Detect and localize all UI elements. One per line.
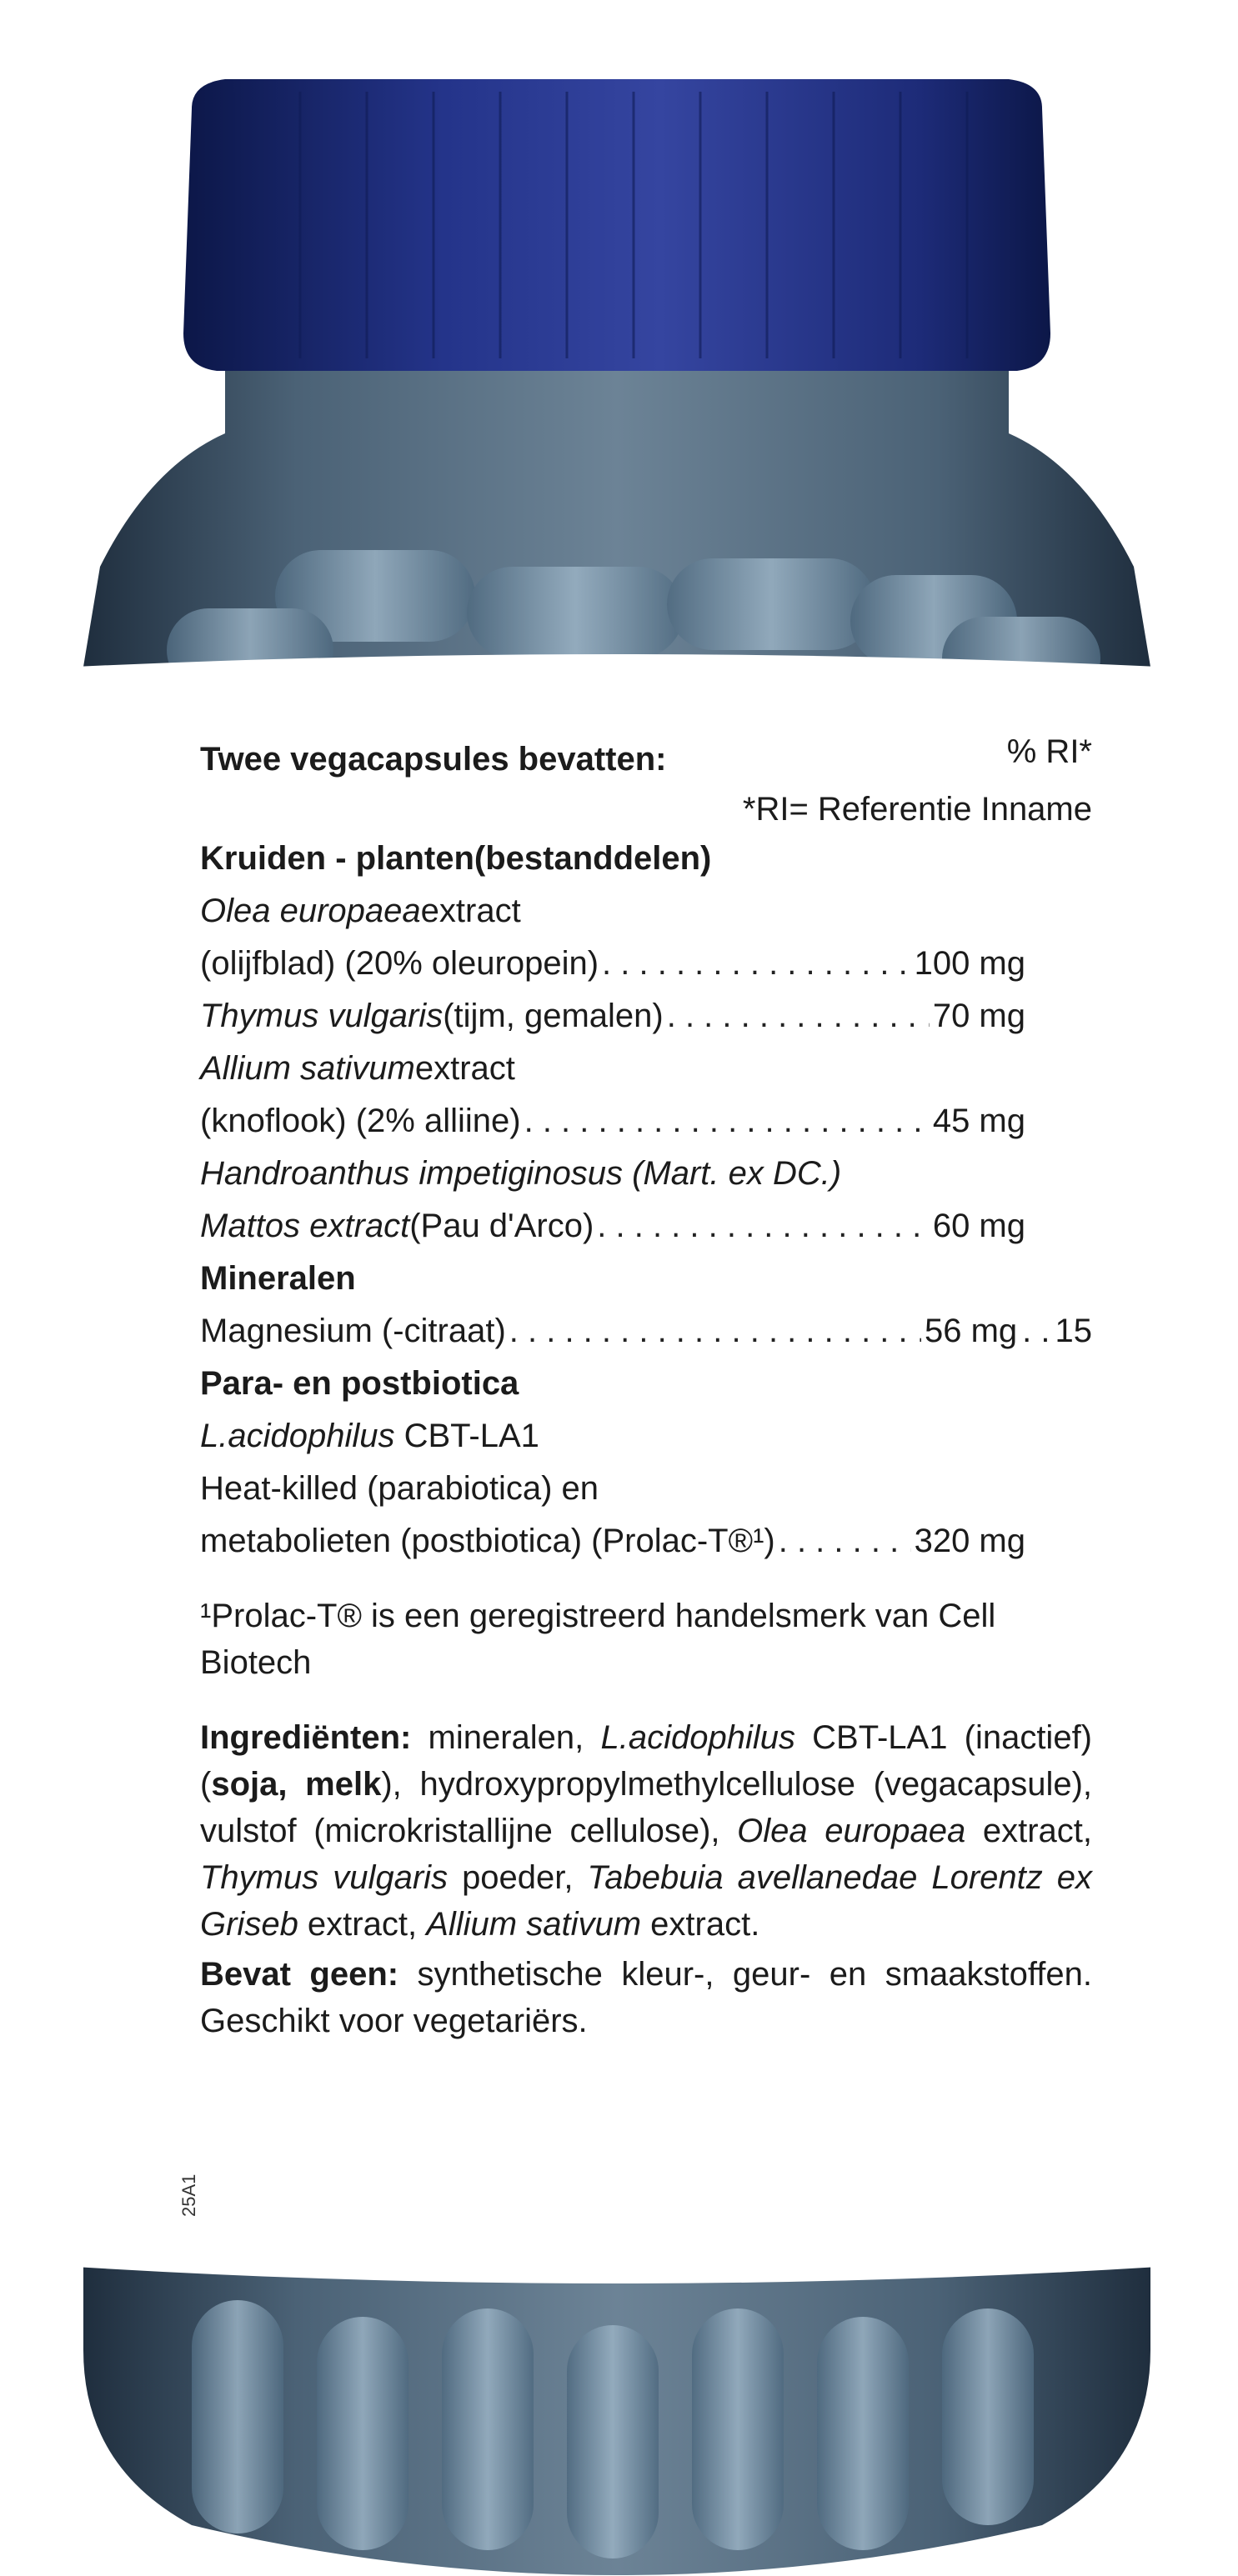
- ingredient-magnesium-dose-row: Magnesium (-citraat) . . . 56 mg . . 15: [200, 1305, 1092, 1358]
- ingredient-handroanthus-dose-row: Mattos extract (Pau d'Arco) . . . 60 mg: [200, 1200, 1092, 1253]
- section-title-biotics: Para- en postbiotica: [200, 1365, 519, 1402]
- dose-value: 60 mg: [932, 1208, 1025, 1244]
- lot-code: 25A1: [178, 2173, 199, 2217]
- ri-value: 15: [1055, 1313, 1092, 1349]
- section-title-herbs: Kruiden - planten(bestanddelen): [200, 840, 712, 877]
- label-heading: Twee vegacapsules bevatten:: [200, 741, 667, 778]
- ingredients-list: Ingrediënten: mineralen, L.acidophilus CBT-LA1 (inactief) (soja, melk), hydroxypropylmethylcellulose (vegacapsule), vulstof (microkristallijne cellulose), Olea europaea extract, Thymus vulgaris poeder, Tabebuia avellanedae Lorentz ex Griseb extract, Allium sativum extract.: [200, 1719, 1093, 1943]
- dose-value: 320 mg: [914, 1523, 1025, 1559]
- ri-column-header: % RI*: [1006, 733, 1092, 770]
- ingredient-lacidophilus-name: L.acidophilus CBT-LA1: [200, 1418, 539, 1454]
- ri-legend: *RI= Referentie Inname: [742, 791, 1092, 828]
- dose-value: 100 mg: [914, 945, 1025, 982]
- dose-value: 45 mg: [932, 1103, 1025, 1139]
- ingredient-olea-name: Olea europaeaextract: [200, 893, 521, 929]
- dose-value: 70 mg: [932, 998, 1025, 1034]
- ingredient-allium-name: Allium sativumextract: [200, 1050, 515, 1087]
- bottle-cap: [183, 79, 1050, 371]
- ingredient-handroanthus-name: Handroanthus impetiginosus (Mart. ex DC.): [200, 1155, 842, 1192]
- section-title-minerals: Mineralen: [200, 1260, 356, 1297]
- dose-value: 56 mg: [924, 1313, 1018, 1349]
- ingredient-lacidophilus-line2: Heat-killed (parabiotica) en: [200, 1470, 599, 1507]
- free-from-statement: Bevat geen: synthetische kleur-, geur- en smaakstoffen. Geschikt voor vegetariërs.: [200, 1956, 1092, 2039]
- ingredient-lacidophilus-dose-row: metabolieten (postbiotica) (Prolac-T®¹) . . . 320 mg: [200, 1515, 1092, 1568]
- ingredient-thymus-dose-row: Thymus vulgaris (tijm, gemalen) . . . 70 mg: [200, 990, 1092, 1043]
- ingredient-olea-dose-row: (olijfblad) (20% oleuropein) . . . 100 mg: [200, 938, 1092, 990]
- trademark-footnote: ¹Prolac-T® is een geregistreerd handelsmerk van Cell Biotech: [200, 1598, 996, 1681]
- label-content: [200, 733, 1092, 2044]
- ingredient-allium-dose-row: (knoflook) (2% alliine) . . . 45 mg: [200, 1095, 1092, 1148]
